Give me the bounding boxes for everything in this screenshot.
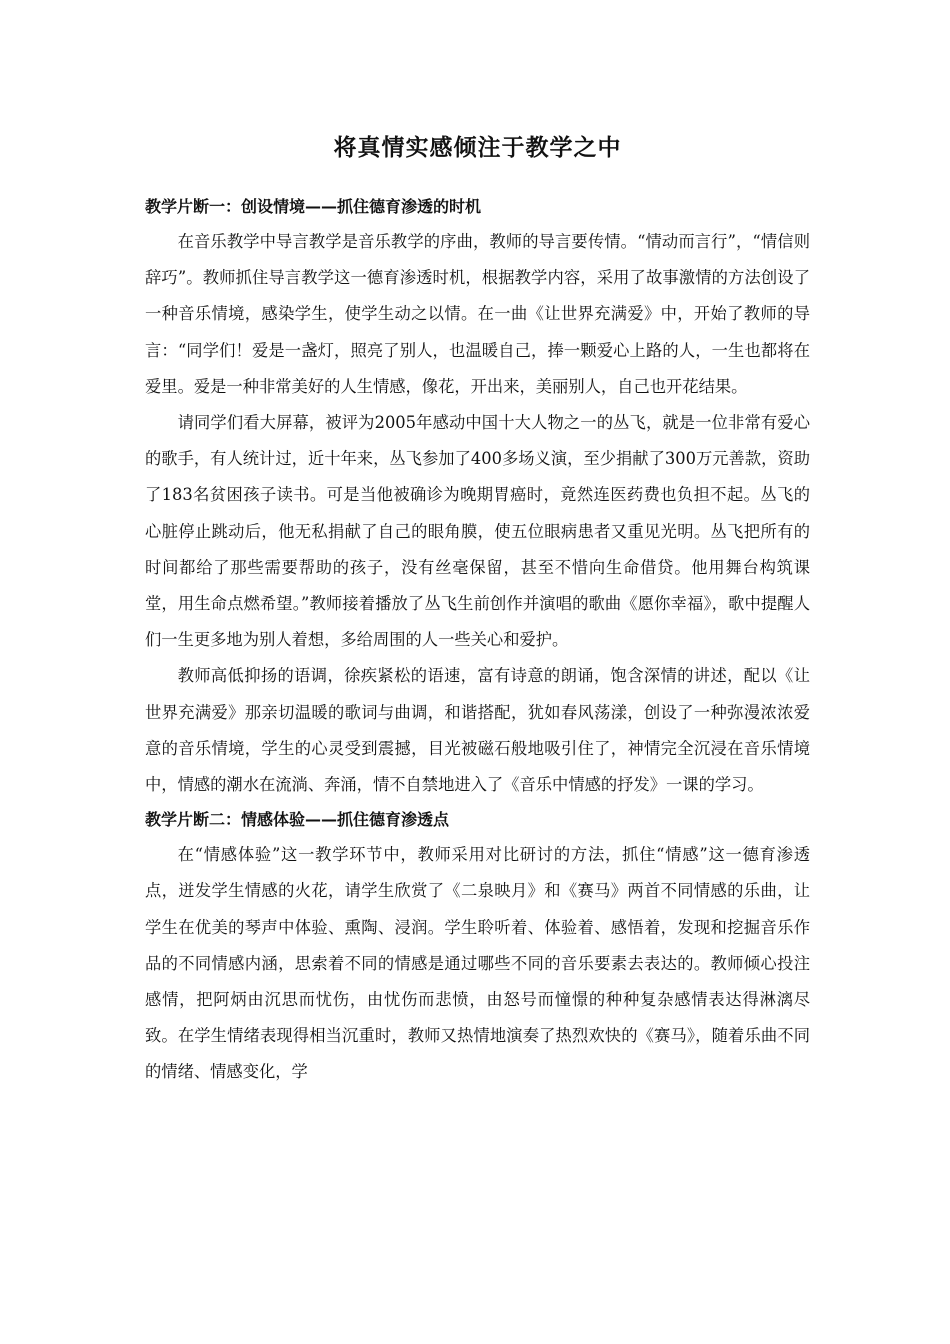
section-1-paragraph-3: 教师高低抑扬的语调，徐疾紧松的语速，富有诗意的朗诵，饱含深情的讲述，配以《让世界充满爱》那亲切温暖的歌词与曲调，和谐搭配，犹如春风荡漾，创设了一种弥漫浓浓爱意的音乐情境，学生的心灵受到震撼，目光被磁石般地吸引住了，神情完全沉浸在音乐情境中，情感的潮水在流淌、奔涌，情不自禁地进入了《音乐中情感的抒发》一课的学习。 [145,666,810,795]
section-2-heading: 教学片断二：情感体验——抓住德育渗透点 [145,810,450,830]
section-1-heading: 教学片断一：创设情境——抓住德育渗透的时机 [145,197,482,216]
section-1-paragraph-1: 在音乐教学中导言教学是音乐教学的序曲，教师的导言要传情。“情动而言行”，“情信则辞巧”。教师抓住导言教学这一德育渗透时机，根据教学内容，采用了故事激情的方法创设了一种音乐情境，感染学生，使学生动之以情。在一曲《让世界充满爱》中，开始了教师的导言：“同学们！爱是一盏灯，照亮了别人，也温暖自己，捧一颗爱心上路的人，一生也都将在爱里。爱是一种非常美好的人生情感，像花，开出来，美丽别人，自己也开花结果。 [145,232,810,396]
document-title: 将真情实感倾注于教学之中 [333,135,622,161]
section-1-paragraph-2: 请同学们看大屏幕，被评为2005年感动中国十大人物之一的丛飞，就是一位非常有爱心的歌手，有人统计过，近十年来，丛飞参加了400多场义演，至少捐献了300万元善款，资助了183名贫困孩子读书。可是当他被确诊为晚期胃癌时，竟然连医药费也负担不起。丛飞的心脏停止跳动后，他无私捐献了自己的眼角膜，使五位眼病患者又重见光明。丛飞把所有的时间都给了那些需要帮助的孩子，没有丝毫保留，甚至不惜向生命借贷。他用舞台构筑课堂，用生命点燃希望。”教师接着播放了丛飞生前创作并演唱的歌曲《愿你幸福》，歌中提醒人们一生更多地为别人着想，多给周围的人一些关心和爱护。 [145,413,810,650]
section-2-paragraph-1: 在“情感体验”这一教学环节中，教师采用对比研讨的方法，抓住“情感”这一德育渗透点，迸发学生情感的火花，请学生欣赏了《二泉映月》和《赛马》两首不同情感的乐曲，让学生在优美的琴声中体验、熏陶、浸润。学生聆听着、体验着、感悟着，发现和挖掘音乐作品的不同情感内涵，思索着不同的情感是通过哪些不同的音乐要素去表达的。教师倾心投注感情，把阿炳由沉思而忧伤，由忧伤而悲愤，由怒号而憧憬的种种复杂感情表达得淋漓尽致。在学生情绪表现得相当沉重时，教师又热情地演奏了热烈欢快的《赛马》，随着乐曲不同的情绪、情感变化，学 [145,845,810,1082]
